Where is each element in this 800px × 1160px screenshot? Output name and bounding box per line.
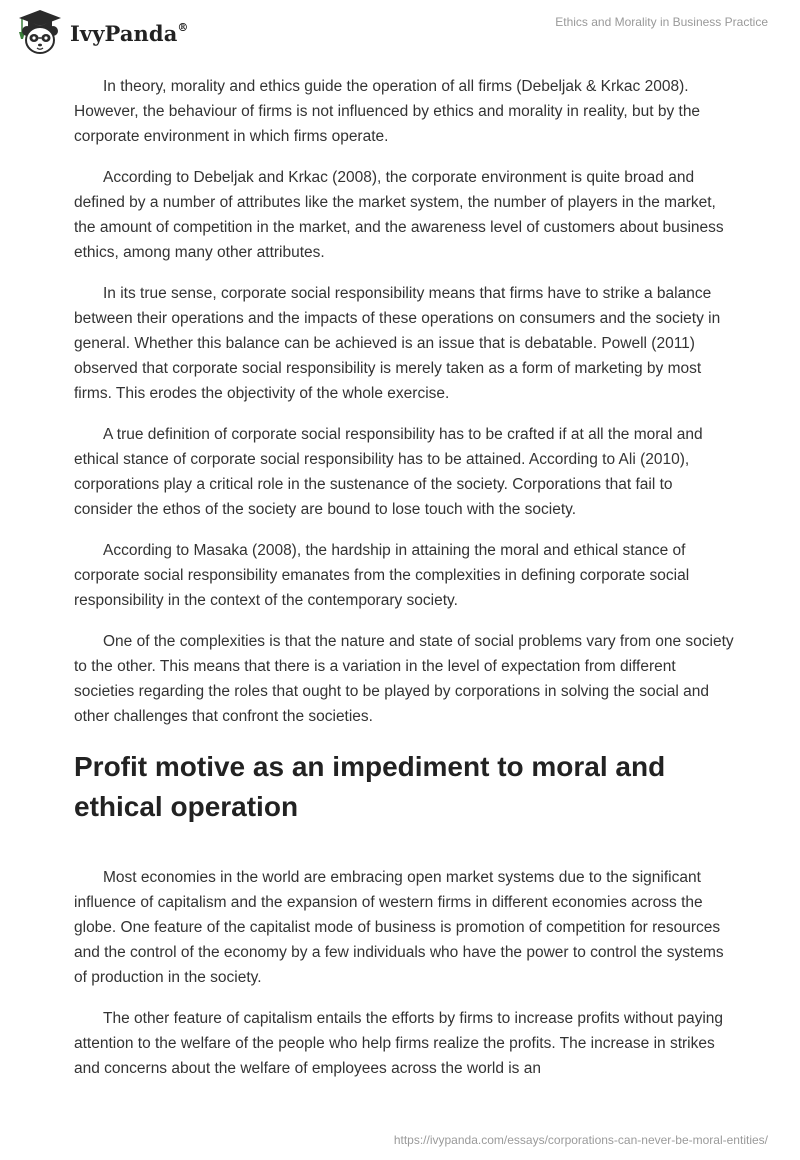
page-header [0, 0, 800, 70]
source-url[interactable]: https://ivypanda.com/essays/corporations-can-never-be-moral-entities/ [393, 1133, 768, 1147]
paragraph: A true definition of corporate social responsibility has to be crafted if at all the moral and ethical stance of corporate social responsibility has to be attained. According to Ali (2010), corporations play a critical role in the sustenance of the society. Corporations that fail to consider the ethos of the society are bound to lose touch with the society. [74, 426, 703, 518]
paragraph: In theory, morality and ethics guide the operation of all firms (Debeljak & Krkac 2008). However, the behaviour of firms is not influenced by ethics and morality in reality, but by the corporate environment in which firms operate. [74, 78, 701, 145]
paragraph: One of the complexities is that the nature and state of social problems vary from one society to the other. This means that there is a variation in the level of expectation from different societies regarding the roles that ought to be played by corporations in solving the social and other challenges that confront the societies. [74, 633, 734, 725]
document-title: Ethics and Morality in Business Practice [555, 15, 768, 29]
paragraph: In its true sense, corporate social responsibility means that firms have to strike a balance between their operations and the impacts of these operations on consumers and the society in general. Whether this balance can be achieved is an issue that is debatable. Powell (2011) observed that corporate social responsibility is merely taken as a form of marketing by most firms. This erodes the objectivity of the whole exercise. [74, 285, 721, 402]
paragraph: According to Debeljak and Krkac (2008), the corporate environment is quite broad and defined by a number of attributes like the market system, the number of players in the market, the amount of competition in the market, and the awareness level of customers about business ethics, among many other attributes. [74, 169, 724, 261]
paragraph: According to Masaka (2008), the hardship in attaining the moral and ethical stance of corporate social responsibility emanates from the complexities in defining corporate social responsibility in the context of the contemporary society. [74, 542, 690, 609]
panda-graduate-icon [14, 8, 66, 56]
brand-logo[interactable] [14, 8, 189, 56]
paragraph: The other feature of capitalism entails the efforts by firms to increase profits without paying attention to the welfare of the people who help firms realize the profits. The increase in strikes and concerns about the welfare of employees across the world is an [74, 1010, 724, 1077]
paragraph: Most economies in the world are embracing open market systems due to the significant influence of capitalism and the expansion of western firms in different economies across the globe. One feature of the capitalist mode of business is promotion of competition for resources and the control of the economy by a few individuals who have the power to control the systems of production in the society. [74, 869, 724, 986]
article-body [74, 74, 734, 1097]
section-heading: Profit motive as an impediment to moral and ethical operation [74, 751, 666, 822]
brand-name: IvyPanda® [70, 20, 189, 46]
